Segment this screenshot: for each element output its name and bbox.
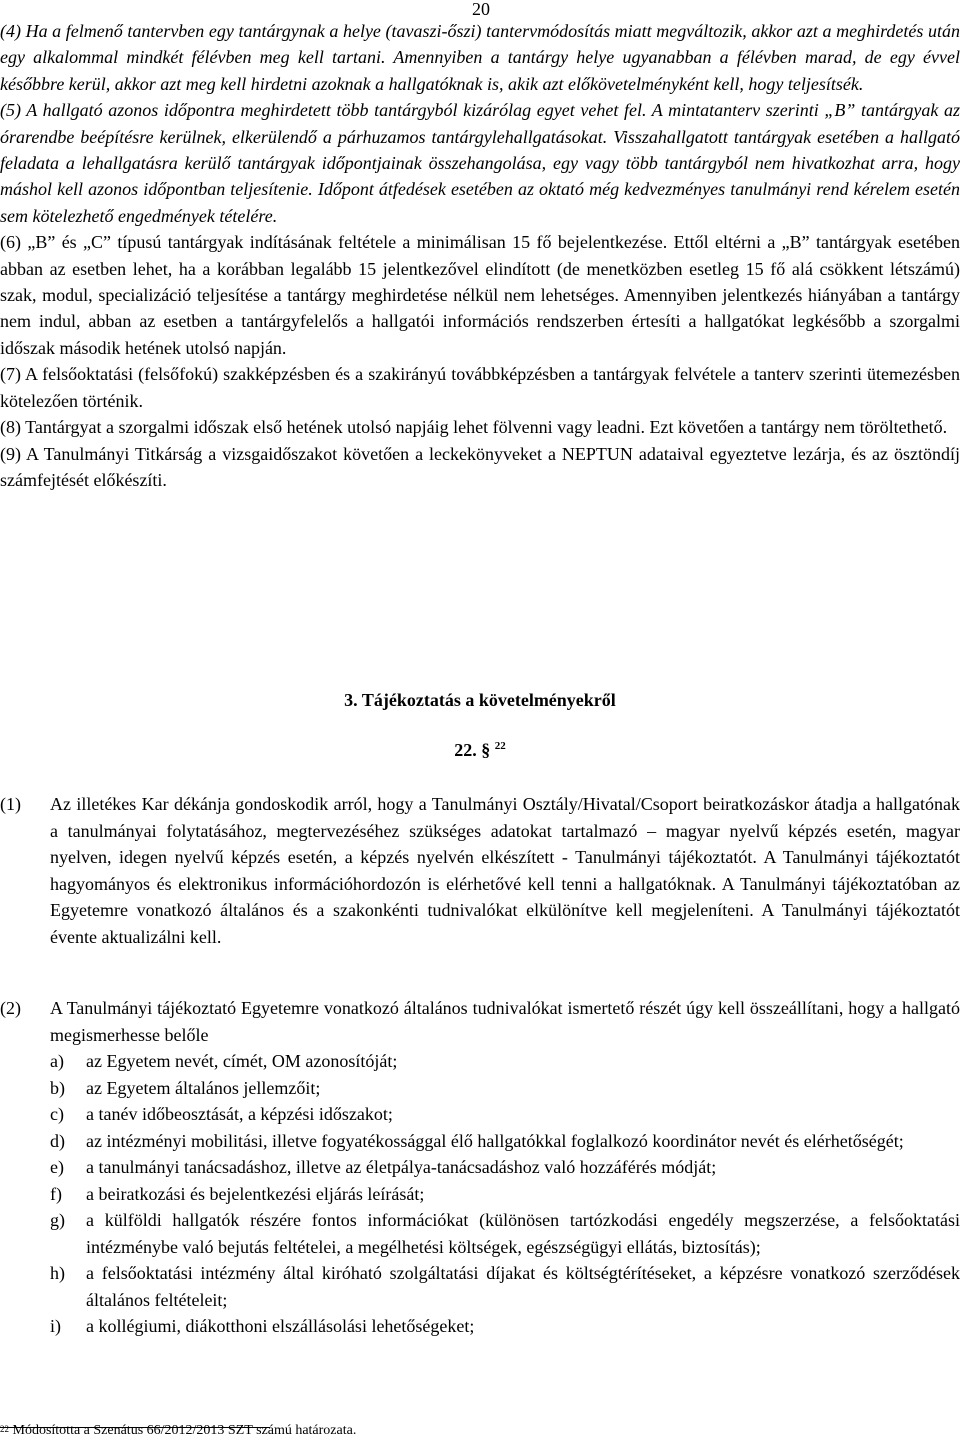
list-item <box>50 1313 960 1340</box>
item-marker: e) <box>50 1157 64 1177</box>
item-text: a tanév időbeosztását, a képzési időszakot; <box>86 1104 393 1124</box>
item-text: a tanulmányi tanácsadáshoz, illetve az életpálya-tanácsadáshoz való hozzáférés módját; <box>86 1157 717 1177</box>
paragraph-heading-text: 22. § <box>454 740 491 760</box>
item-text: a beiratkozási és bejelentkezési eljárás leírását; <box>86 1183 425 1204</box>
list-item <box>50 1101 960 1128</box>
clause-number: (1) <box>0 794 21 814</box>
list-item <box>50 1154 960 1181</box>
footnote-number: 22 <box>0 1424 9 1434</box>
paragraph-6: (6) „B” és „C” típusú tantárgyak indításának feltétele a minimálisan 15 fő bejelentkezése. Ettől eltérni a „B” tantárgyak esetében abban az esetben lehet, ha a korábban legalább 15 jelentkezővel elindított (de menetközben esetleg 15 fő alá csökkent létszámú) szak, modul, specializáció teljesítése a tantárgy meghirdetése nélkül nem lehetséges. Amennyiben jelentkezés hiányában a tantárgy nem indul, abban az esetben a tantárgyfelelős a hallgatói információs rendszerben értesíti a hallgatókat legkésőbb a szorgalmi időszak második hetének utolsó napján. <box>0 232 960 358</box>
list-item <box>50 1207 960 1260</box>
paragraph-5: (5) A hallgató azonos időpontra meghirdetett több tantárgyból kizárólag egyet vehet fel. A mintatanterv szerinti „B” tantárgyak az órarendbe beépítésre kerülnek, elkerülendő a párhuzamos tantárgylehallgatásokat. Visszahallgatott tantárgyak esetében a hallgató feladata a lehallgatásra kerülő tantárgyak időpontjainak összehangolása, egy vagy több tantárgyból nem hivatkozhat arra, hogy máshol kell azonos időpontban teljesítenie. Időpont átfedések esetében az oktató még kedvezményes tanulmányi rend kérelem esetén sem kötelezhető engedmények tételére. <box>0 100 960 226</box>
item-marker: b) <box>50 1077 65 1098</box>
item-text: a külföldi hallgatók részére fontos információkat (különösen tartózkodási engedély megszerzése, a felsőoktatási intézménybe való bejutás feltételei, a megélhetési költségek, egészségügyi ellátás, biztosítás); <box>86 1210 960 1257</box>
item-text: az intézményi mobilitási, illetve fogyatékossággal élő hallgatókkal foglalkozó koordinátor nevét és elérhetőségét; <box>86 1130 904 1151</box>
paragraph-heading <box>0 739 960 761</box>
clause-text: Az illetékes Kar dékánja gondoskodik arról, hogy a Tanulmányi Osztály/Hivatal/Csoport beiratkozáskor átadja a hallgatónak a tanulmányai folytatásához, megtervezéséhez szükséges adatokat tartalmazó – magyar nyelvű képzés esetén, magyar nyelven, idegen nyelvű képzés esetén, a képzés nyelvén elkészített - Tanulmányi tájékoztatót. A Tanulmányi tájékoztatót hagyományos és elektronikus információhordozón is elérhetővé kell tenni a hallgatóknak. A Tanulmányi tájékoztatóban az Egyetemre vonatkozó általános és a szakonkénti tudnivalókat elkülönítve kell megjeleníteni. A Tanulmányi tájékoztatót évente aktualizálni kell. <box>50 794 960 947</box>
item-list <box>50 1048 960 1340</box>
item-text: a felsőoktatási intézmény által kiróható szolgáltatási díjakat és költségtérítéseket, a képzésre vonatkozó szerződések általános feltételeit; <box>86 1263 960 1310</box>
list-item <box>50 1181 960 1208</box>
footnote-ref[interactable]: 22 <box>494 740 506 752</box>
page-number: 20 <box>472 0 490 19</box>
list-item <box>50 1075 960 1102</box>
item-marker: d) <box>50 1130 65 1151</box>
list-item <box>50 1260 960 1313</box>
clause-number: (2) <box>0 998 21 1018</box>
footnote-text: Módosította a Szenátus 66/2012/2013 SZT számú határozata. <box>12 1423 357 1438</box>
paragraph-9: (9) A Tanulmányi Titkárság a vizsgaidőszakot követően a leckekönyveket a NEPTUN adataival egyeztetve lezárja, és az ösztöndíj számfejtését előkészíti. <box>0 443 960 490</box>
item-marker: c) <box>50 1104 64 1124</box>
list-item <box>50 1048 960 1075</box>
item-marker: a) <box>50 1051 64 1071</box>
paragraph-8: (8) Tantárgyat a szorgalmi időszak első hetének utolsó napjáig lehet fölvenni vagy leadni. Ezt követően a tantárgy nem töröltethető. <box>0 417 948 438</box>
section-continuation <box>0 18 960 493</box>
footnote <box>0 1420 356 1442</box>
paragraph-7: (7) A felsőoktatási (felsőfokú) szakképzésben és a szakirányú továbbképzésben a tantárgyak felvétele a tanterv szerinti ütemezésben kötelezően történik. <box>0 364 960 411</box>
item-marker: h) <box>50 1263 65 1283</box>
section-heading: 3. Tájékoztatás a követelményekről <box>344 690 616 710</box>
item-marker: f) <box>50 1183 62 1204</box>
clause-text: A Tanulmányi tájékoztató Egyetemre vonatkozó általános tudnivalókat ismertető részét úgy kell összeállítani, hogy a hallgató megismerhesse belőle <box>50 998 960 1045</box>
clause-1 <box>0 791 960 950</box>
paragraph-4: (4) Ha a felmenő tantervben egy tantárgynak a helye (tavaszi-őszi) tantervmódosítás miatt megváltozik, akkor azt a meghirdetés után egy alkalommal mindkét félévben meg kell tartani. Amennyiben a tantárgy helye ugyanabban a félévben marad, de egy évvel későbbre kerül, akkor azt meg kell hirdetni azoknak a hallgatóknak is, akik azt előkövetelményként kell, hogy teljesítsék. <box>0 21 960 94</box>
list-item <box>50 1128 960 1155</box>
item-text: az Egyetem általános jellemzőit; <box>86 1077 321 1098</box>
clause-2 <box>0 995 960 1340</box>
item-marker: g) <box>50 1210 65 1230</box>
item-marker: i) <box>50 1316 61 1336</box>
item-text: a kollégiumi, diákotthoni elszállásolási lehetőségeket; <box>86 1316 475 1336</box>
item-text: az Egyetem nevét, címét, OM azonosítóját; <box>86 1051 398 1071</box>
